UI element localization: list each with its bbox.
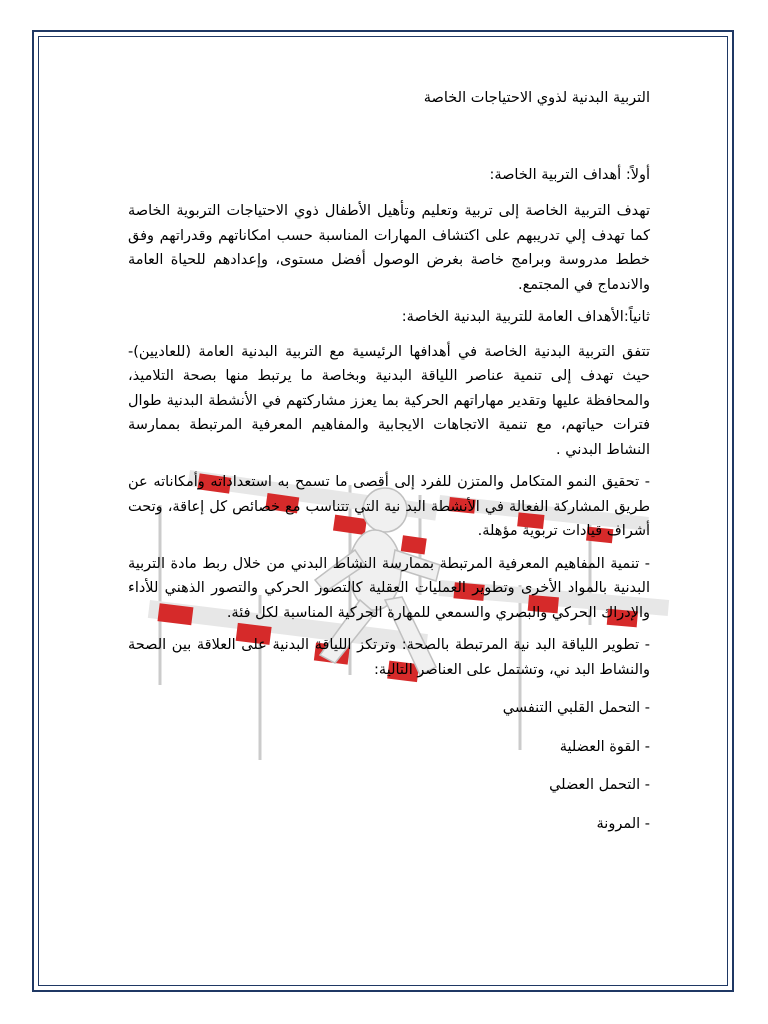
fitness-item-1: - التحمل القلبي التنفسي <box>502 700 650 716</box>
section2-heading: ثانياً:الأهداف العامة للتربية البدنية الخاصة: <box>401 309 650 325</box>
section2-paragraph: تتفق التربية البدنية الخاصة في أهدافها الرئيسية مع التربية البدنية العامة (للعاديين)- حيث تهدف إلى تنمية عناصر اللياقة البدنية وبخاصة ما يرتبط منها بصحة التلاميذ، والمحافظة عليها وتقدير مهاراتهم الحركية بما يعزز مشاركتهم في الأنشطة البدنية طوال فترات حياتهم، مع تنمية الاتجاهات الايجابية والمفاهيم المعرفية المرتبطة بممارسة النشاط البدني . <box>128 343 650 458</box>
section1-paragraph: تهدف التربية الخاصة إلى تربية وتعليم وتأهيل الأطفال ذوي الاحتياجات التربوية الخاصة كما تهدف إلي تدريبهم على اكتشاف المهارات المناسبة حسب امكاناتهم وقدراتهم وفق خطط مدروسة وبرامج خاصة بغرض الوصول أفضل مستوى، وإعدادهم للحياة العامة والاندماج في المجتمع. <box>128 203 650 293</box>
goal-bullet-1: - تحقيق النمو المتكامل والمتزن للفرد إلى أقصى ما تسمح به استعداداته وأمكاناته عن طريق المشاركة الفعالة في الأنشطة البد نية التي تتناسب مع خصائص كل إعاقة، وتحت أشراف قيادات تربوية مؤهلة. <box>128 474 650 539</box>
fitness-item-2: - القوة العضلية <box>559 738 650 755</box>
section1-heading: أولاً: أهداف التربية الخاصة: <box>489 166 650 183</box>
document-body <box>128 80 650 836</box>
goal-bullet-3: - تطوير اللياقة البد نية المرتبطة بالصحة: وترتكز اللياقة البدنية على العلاقة بين الصحة والنشاط البد ني، وتشتمل على العناصر التالية: <box>128 637 650 678</box>
fitness-item-3: - التحمل العضلي <box>549 777 650 793</box>
fitness-item-4: - المرونة <box>596 815 650 832</box>
document-title: التربية البدنية لذوي الاحتياجات الخاصة <box>423 90 650 106</box>
goal-bullet-2: - تنمية المفاهيم المعرفية المرتبطة بممارسة النشاط البدني من خلال ربط مادة التربية البدنية بالمواد الأخرى وتطوير العمليات العقلية كالتصور الحركي والتصور الذهني للأداء والإدراك الحركي والبصري والسمعي للمهارة الحركية المناسبة لكل فئة. <box>128 555 650 621</box>
